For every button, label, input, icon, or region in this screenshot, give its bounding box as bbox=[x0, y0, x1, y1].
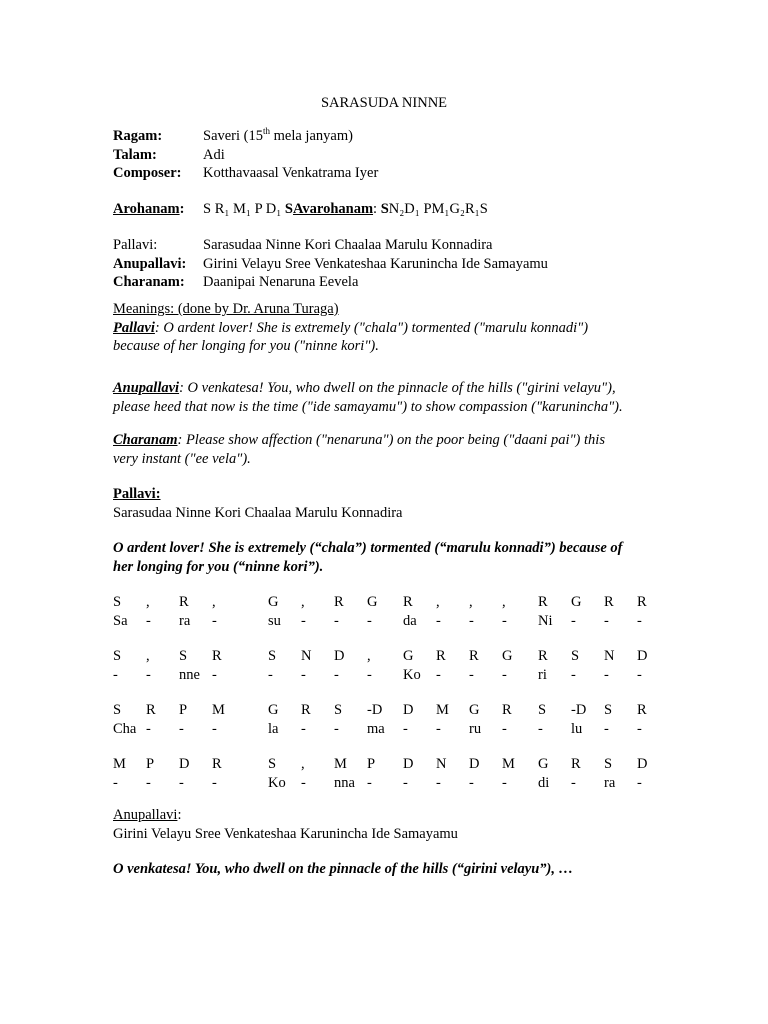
sahitya-cell: - bbox=[268, 666, 273, 683]
sahitya-cell: - bbox=[367, 666, 372, 683]
swara-cell: , bbox=[146, 594, 150, 610]
swara-cell: P bbox=[146, 756, 155, 772]
anupallavi-section-heading: Anupallavi bbox=[113, 807, 178, 823]
swara-cell: R bbox=[637, 594, 647, 610]
sahitya-cell: - bbox=[301, 612, 306, 629]
swara-cell: N bbox=[436, 756, 447, 772]
sahitya-cell: la bbox=[268, 720, 279, 737]
swara-cell: R bbox=[146, 702, 156, 718]
pallavi-meaning-bold-line2: her longing for you (“ninne kori”). bbox=[113, 558, 324, 575]
anupallavi-section bbox=[113, 806, 713, 843]
sahitya-cell: - bbox=[403, 774, 408, 791]
sahitya-cell: Ko bbox=[403, 666, 421, 683]
anupallavi-meaning-line2: please heed that now is the time ("ide samayamu") to show compassion ("karunincha"). bbox=[113, 398, 623, 415]
swara-cell: D bbox=[403, 756, 414, 772]
sahitya-cell: - bbox=[604, 720, 609, 737]
sahitya-cell: - bbox=[146, 774, 151, 791]
sahitya-cell: - bbox=[637, 666, 642, 683]
swara-cell: N bbox=[604, 648, 615, 664]
sahitya-cell: - bbox=[146, 720, 151, 737]
charanam-value: Daanipai Nenaruna Eevela bbox=[203, 274, 359, 290]
sahitya-cell: su bbox=[268, 612, 281, 629]
sahitya-cell: Ni bbox=[538, 612, 553, 629]
talam-label: Talam bbox=[113, 146, 152, 163]
sahitya-cell: Ko bbox=[268, 774, 286, 791]
sahitya-cell: - bbox=[113, 774, 118, 791]
swara-cell: G bbox=[268, 594, 279, 610]
sahitya-cell: da bbox=[403, 612, 417, 629]
pallavi-line: Pallavi: Sarasudaa Ninne Kori Chaalaa Marulu Konnadira bbox=[113, 237, 493, 253]
sahitya-cell: - bbox=[502, 774, 507, 791]
swara-cell: -D bbox=[367, 702, 383, 718]
swara-cell: G bbox=[268, 702, 279, 718]
swara-cell: S bbox=[268, 648, 277, 664]
anupallavi-section-heading-line: Anupallavi: bbox=[113, 807, 182, 823]
sahitya-cell: di bbox=[538, 774, 550, 791]
sahitya-cell: ra bbox=[179, 612, 191, 629]
ragam-value: Saveri (15th mela janyam) bbox=[203, 126, 353, 144]
swara-cell: P bbox=[179, 702, 188, 718]
pallavi-section-lyric: Sarasudaa Ninne Kori Chaalaa Marulu Konnadira bbox=[113, 504, 403, 521]
sahitya-cell: - bbox=[436, 720, 441, 737]
sahitya-cell: - bbox=[538, 720, 543, 737]
swara-cell: M bbox=[212, 702, 225, 718]
swara-cell: N bbox=[301, 648, 312, 664]
sahitya-cell: - bbox=[403, 720, 408, 737]
avarohanam-label: Avarohanam bbox=[293, 201, 374, 217]
swara-cell: R bbox=[538, 648, 548, 664]
swara-cell: S bbox=[113, 702, 122, 718]
anupallavi-meaning-bold bbox=[113, 860, 713, 879]
composer-label: Composer bbox=[113, 165, 177, 181]
swara-cell: S bbox=[604, 702, 613, 718]
sahitya-cell: - bbox=[367, 612, 372, 629]
anupallavi-meaning bbox=[113, 379, 713, 416]
sahitya-cell: - bbox=[301, 774, 306, 791]
swara-cell: R bbox=[436, 648, 446, 664]
charanam-meaning-line1: Charanam: Please show affection ("nenaruna") on the poor being ("daani pai") this bbox=[113, 432, 605, 448]
pallavi-meaning-line1: Pallavi: O ardent lover! She is extremely ("chala") tormented ("marulu konnadi") bbox=[113, 319, 589, 336]
raga-info bbox=[113, 127, 713, 183]
sahitya-cell: - bbox=[469, 666, 474, 683]
swara-cell: M bbox=[502, 756, 515, 772]
charanam-meaning-line2: very instant ("ee vela"). bbox=[113, 450, 251, 467]
sahitya-cell: - bbox=[334, 666, 339, 683]
swara-cell: S bbox=[268, 756, 277, 772]
sahitya-cell: - bbox=[571, 666, 576, 683]
swara-cell: R bbox=[502, 702, 512, 718]
sahitya-cell: - bbox=[436, 666, 441, 683]
swara-row bbox=[113, 755, 673, 774]
talam-line: Talam: Adi bbox=[113, 146, 225, 163]
anupallavi-meaning-label: Anupallavi bbox=[113, 380, 180, 396]
sahitya-cell: - bbox=[146, 666, 151, 683]
swara-cell: S bbox=[179, 648, 188, 664]
charanam-label: Charanam bbox=[113, 274, 180, 290]
sahitya-cell: ma bbox=[367, 720, 385, 737]
swara-cell: R bbox=[301, 702, 311, 718]
sahitya-cell: - bbox=[212, 666, 217, 683]
swara-cell: , bbox=[367, 648, 371, 664]
charanam-line: Charanam: Daanipai Nenaruna Eevela bbox=[113, 274, 359, 290]
charanam-meaning bbox=[113, 431, 713, 468]
swara-cell: G bbox=[502, 648, 513, 664]
sahitya-cell: Sa bbox=[113, 612, 128, 629]
swara-cell: P bbox=[367, 756, 376, 772]
pallavi-meaning-label: Pallavi bbox=[113, 319, 155, 336]
sahitya-cell: - bbox=[301, 666, 306, 683]
swara-cell: D bbox=[637, 756, 648, 772]
pallavi-meaning-line2: because of her longing for you ("ninne kori"). bbox=[113, 338, 379, 354]
anupallavi-value: Girini Velayu Sree Venkateshaa Karunincha Ide Samayamu bbox=[203, 255, 548, 272]
avarohanam-value: N₂D₁ PM₁G₂R₁S bbox=[388, 201, 488, 217]
sahitya-cell: Cha bbox=[113, 720, 137, 737]
arohanam-label: Arohanam bbox=[113, 201, 180, 217]
sahitya-cell: - bbox=[604, 666, 609, 683]
swara-cell: D bbox=[637, 648, 648, 664]
composer-value: Kotthavaasal Venkatrama Iyer bbox=[203, 165, 379, 181]
swara-cell: R bbox=[571, 756, 581, 772]
sahitya-cell: lu bbox=[571, 720, 583, 737]
anupallavi-section-lyric: Girini Velayu Sree Venkateshaa Karunincha Ide Samayamu bbox=[113, 825, 458, 842]
swara-cell: R bbox=[403, 594, 413, 610]
sahitya-cell: - bbox=[637, 720, 642, 737]
swara-cell: R bbox=[637, 702, 647, 718]
swara-cell: R bbox=[334, 594, 344, 610]
swara-cell: M bbox=[113, 756, 126, 772]
sahitya-cell: - bbox=[179, 720, 184, 737]
avarohanam-start: S bbox=[380, 201, 389, 217]
swara-cell: , bbox=[469, 594, 473, 610]
lyrics-summary bbox=[113, 236, 713, 292]
swara-cell: S bbox=[334, 702, 343, 718]
arohanam-value: S R₁ M₁ P D₁ bbox=[203, 201, 285, 217]
swara-cell: R bbox=[604, 594, 614, 610]
swara-cell: G bbox=[571, 594, 582, 610]
swara-cell: S bbox=[113, 648, 122, 664]
swara-cell: D bbox=[179, 756, 190, 772]
pallavi-section bbox=[113, 485, 713, 522]
sahitya-cell: - bbox=[604, 612, 609, 629]
sahitya-cell: - bbox=[436, 612, 441, 629]
anupallavi-label: Anupallavi bbox=[113, 255, 182, 272]
scale-info bbox=[113, 200, 713, 219]
sahitya-row bbox=[113, 612, 673, 631]
swara-cell: M bbox=[334, 756, 347, 772]
sahitya-cell: nna bbox=[334, 774, 355, 791]
scale-line: Arohanam: S R₁ M₁ P D₁ SAvarohanam: SN₂D₁ PM₁G₂R₁S bbox=[113, 201, 488, 217]
sahitya-cell: - bbox=[637, 612, 642, 629]
sahitya-cell: - bbox=[469, 612, 474, 629]
page-title: SARASUDA NINNE bbox=[320, 95, 448, 111]
swara-cell: G bbox=[538, 756, 549, 772]
swara-cell: G bbox=[367, 594, 378, 610]
swara-cell: R bbox=[212, 756, 222, 772]
swara-cell: R bbox=[179, 594, 189, 610]
sahitya-row bbox=[113, 720, 673, 739]
pallavi-label: Pallavi bbox=[113, 237, 154, 253]
swara-cell: D bbox=[334, 648, 345, 664]
composer-line: Composer: Kotthavaasal Venkatrama Iyer bbox=[113, 165, 379, 181]
talam-value: Adi bbox=[203, 146, 225, 163]
swara-cell: S bbox=[113, 594, 122, 610]
sahitya-cell: nne bbox=[179, 666, 200, 683]
sahitya-cell: - bbox=[212, 720, 217, 737]
swara-cell: M bbox=[436, 702, 449, 718]
charanam-meaning-label: Charanam bbox=[113, 432, 178, 448]
anupallavi-meaning-bold-line1: O venkatesa! You, who dwell on the pinnacle of the hills (“girini velayu”), … bbox=[113, 861, 574, 877]
swara-cell: , bbox=[502, 594, 506, 610]
sahitya-cell: ru bbox=[469, 720, 482, 737]
swara-row bbox=[113, 701, 673, 720]
meanings-heading: Meanings: (done by Dr. Aruna Turaga) bbox=[113, 301, 339, 317]
sahitya-cell: - bbox=[571, 612, 576, 629]
swara-row bbox=[113, 593, 673, 612]
swara-cell: S bbox=[571, 648, 580, 664]
pallavi-meaning-bold-line1: O ardent lover! She is extremely (“chala”) tormented (“marulu konnadi”) because of bbox=[113, 540, 623, 556]
sahitya-cell: - bbox=[212, 774, 217, 791]
sahitya-cell: ra bbox=[604, 774, 616, 791]
swara-cell: , bbox=[146, 648, 150, 664]
swara-cell: , bbox=[436, 594, 440, 610]
sahitya-cell: - bbox=[212, 612, 217, 629]
swara-cell: G bbox=[469, 702, 480, 718]
swara-cell: , bbox=[301, 594, 305, 610]
swara-cell: , bbox=[301, 756, 305, 772]
sahitya-cell: - bbox=[469, 774, 474, 791]
pallavi-meaning-bold bbox=[113, 539, 713, 576]
swara-cell: -D bbox=[571, 702, 587, 718]
ragam-label: Ragam bbox=[113, 128, 158, 144]
sahitya-cell: - bbox=[334, 720, 339, 737]
meanings-section bbox=[113, 300, 713, 356]
sahitya-row bbox=[113, 774, 673, 793]
sahitya-cell: - bbox=[436, 774, 441, 791]
ragam-line: Ragam: Saveri (15th mela janyam) bbox=[113, 126, 353, 144]
sahitya-cell: - bbox=[502, 720, 507, 737]
sahitya-cell: ri bbox=[538, 666, 547, 683]
sahitya-cell: - bbox=[367, 774, 372, 791]
sahitya-cell: - bbox=[637, 774, 642, 791]
swara-cell: G bbox=[403, 648, 414, 664]
swara-cell: , bbox=[212, 594, 216, 610]
swara-cell: R bbox=[538, 594, 548, 610]
anupallavi-meaning-line1: Anupallavi: O venkatesa! You, who dwell on the pinnacle of the hills ("girini velayu"), bbox=[113, 380, 616, 396]
sahitya-cell: - bbox=[334, 612, 339, 629]
sahitya-cell: - bbox=[113, 666, 118, 683]
swara-cell: S bbox=[538, 702, 547, 718]
sahitya-cell: - bbox=[502, 666, 507, 683]
sahitya-cell: - bbox=[146, 612, 151, 629]
arohanam-end: S bbox=[284, 201, 293, 217]
sahitya-cell: - bbox=[502, 612, 507, 629]
sahitya-cell: - bbox=[179, 774, 184, 791]
pallavi-value: Sarasudaa Ninne Kori Chaalaa Marulu Konnadira bbox=[203, 237, 493, 253]
sahitya-cell: - bbox=[301, 720, 306, 737]
swara-cell: R bbox=[212, 648, 222, 664]
anupallavi-line: Anupallavi: Girini Velayu Sree Venkateshaa Karunincha Ide Samayamu bbox=[113, 255, 548, 272]
swara-cell: S bbox=[604, 756, 613, 772]
pallavi-section-heading: Pallavi: bbox=[113, 486, 161, 502]
sahitya-cell: - bbox=[571, 774, 576, 791]
sahitya-row bbox=[113, 666, 673, 685]
swara-row bbox=[113, 647, 673, 666]
swara-cell: R bbox=[469, 648, 479, 664]
swara-cell: D bbox=[469, 756, 480, 772]
swara-cell: D bbox=[403, 702, 414, 718]
